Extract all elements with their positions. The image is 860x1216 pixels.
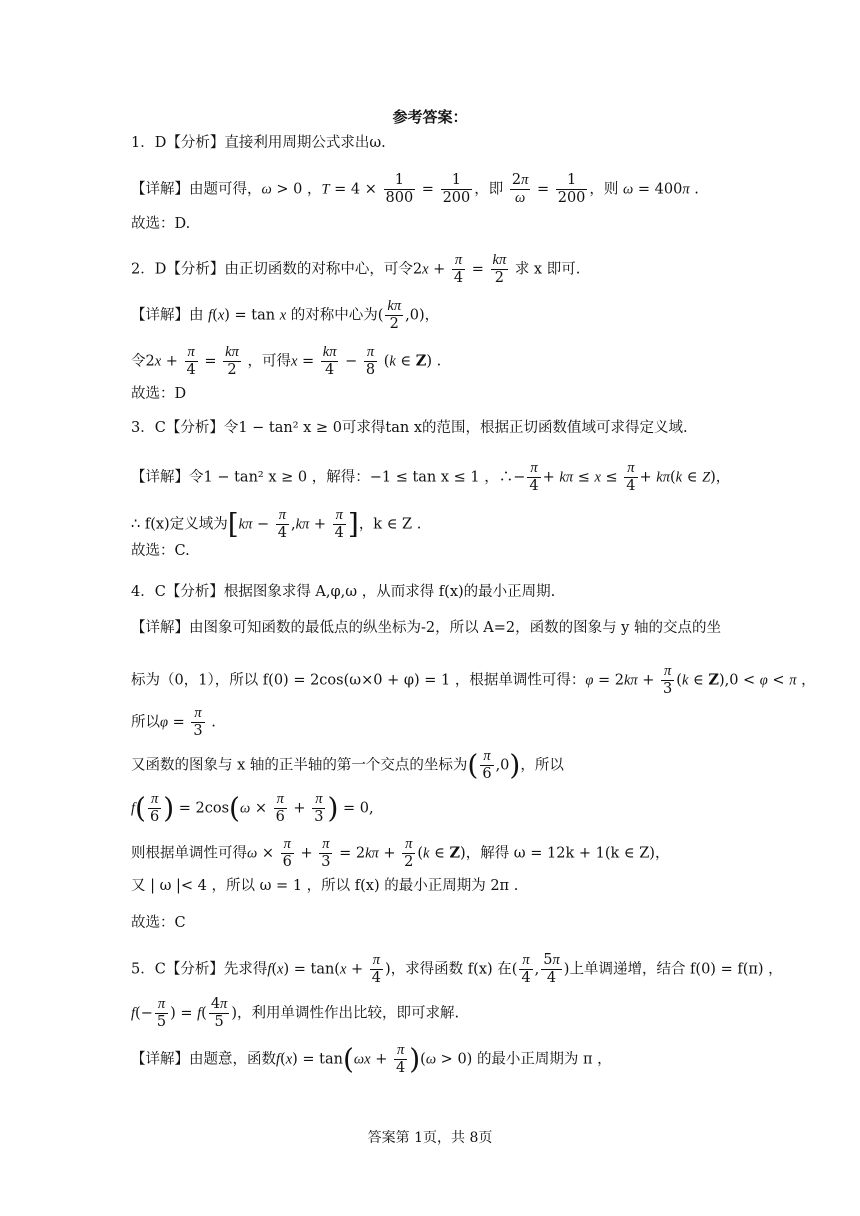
q5-analysis-2: f(− $\frac{\pi}{5}$ ) = f( $\frac{4\pi}{5}$ )，利用单调性作出比较，即可求解. <box>131 996 460 1030</box>
q5-analysis-1: 5．C【分析】先求得f(x) = tan(x + $\frac{\pi}{4}$ )，求得函数 f(x) 在( $\frac{\pi}{4}$ , $\frac{5\pi}{4}$ )上单调递增，结合 f(0) = f(π) ， <box>131 952 783 986</box>
q1-analysis: 1．D【分析】直接利用周期公式求出ω. <box>131 135 386 151</box>
q1-choice: 故选：D. <box>131 216 191 232</box>
q5-detail: 【详解】由题意，函数f(x) = tan(ωx + $\frac{\pi}{4}$ )(ω > 0) 的最小正周期为 π ， <box>131 1042 612 1076</box>
q3-detail-1: 【详解】令1 − tan² x ≥ 0 ，解得：−1 ≤ tan x ≤ 1 ，∴− $\frac{\pi}{4}$ + kπ ≤ x ≤ $\frac{\pi}{4}$ + kπ(k ∈ Z)， <box>131 460 731 494</box>
q2-analysis: 2．D【分析】由正切函数的对称中心，可令2x + $\frac{\pi}{4}$ = $\frac{k\pi}{2}$ 求 x 即可. <box>131 252 581 286</box>
q4-detail-3: 所以φ = $\frac{\pi}{3}$ . <box>131 705 216 739</box>
page-footer: 答案第 1页，共 8页 <box>367 1130 493 1146</box>
q4-detail-2: 标为（0，1），所以 f(0) = 2cos(ω×0 + φ) = 1 ，根据单调性可得：φ = 2kπ + $\frac{\pi}{3}$ (k ∈ Z),0 < φ < π ， <box>131 663 816 697</box>
page-title: 参考答案： <box>392 108 468 126</box>
q2-detail-1: 【详解】由 f(x) = tan x 的对称中心为( $\frac{k\pi}{2}$ ,0)， <box>131 298 440 332</box>
q4-detail-1: 【详解】由图象可知函数的最低点的纵坐标为-2，所以 A=2，函数的图象与 y 轴的交点的坐 <box>131 620 721 636</box>
q3-choice: 故选：C. <box>131 543 190 559</box>
q2-detail-2: 令2x + $\frac{\pi}{4}$ = $\frac{k\pi}{2}$ ，可得x = $\frac{k\pi}{4}$ − $\frac{\pi}{8}$ (k ∈ Z) . <box>131 344 442 378</box>
q4-detail-4: 又函数的图象与 x 轴的正半轴的第一个交点的坐标为( $\frac{\pi}{6}$ ,0)，所以 <box>131 748 564 782</box>
q1-detail: 【详解】由题可得，ω > 0 ，T = 4 × $\frac{1}{800}$ = $\frac{1}{200}$ ，即 $\frac{2\pi}{\omega}$ = $\frac{1}{200}$ ，则 ω = 400π . <box>131 172 699 206</box>
q3-analysis: 3．C【分析】令1 − tan² x ≥ 0可求得tan x的范围，根据正切函数值域可求得定义域. <box>131 420 688 436</box>
q3-detail-2: ∴ f(x)定义域为[kπ − $\frac{\pi}{4}$ ,kπ + $\frac{\pi}{4}$ ]，k ∈ Z . <box>131 507 422 541</box>
q4-detail-6: 则根据单调性可得ω × $\frac{\pi}{6}$ + $\frac{\pi}{3}$ = 2kπ + $\frac{\pi}{2}$ (k ∈ Z)，解得 ω = 12k + 1(k ∈ Z)， <box>131 836 670 870</box>
q4-analysis: 4．C【分析】根据图象求得 A,φ,ω ，从而求得 f(x)的最小正周期. <box>131 584 556 600</box>
q4-detail-7: 又 | ω |< 4 ，所以 ω = 1 ，所以 f(x) 的最小正周期为 2π . <box>131 878 519 894</box>
q2-choice: 故选：D <box>131 386 187 402</box>
q4-choice: 故选：C <box>131 915 186 931</box>
q4-detail-5: f( $\frac{\pi}{6}$ ) = 2cos(ω × $\frac{\pi}{6}$ + $\frac{\pi}{3}$ ) = 0, <box>131 791 374 825</box>
